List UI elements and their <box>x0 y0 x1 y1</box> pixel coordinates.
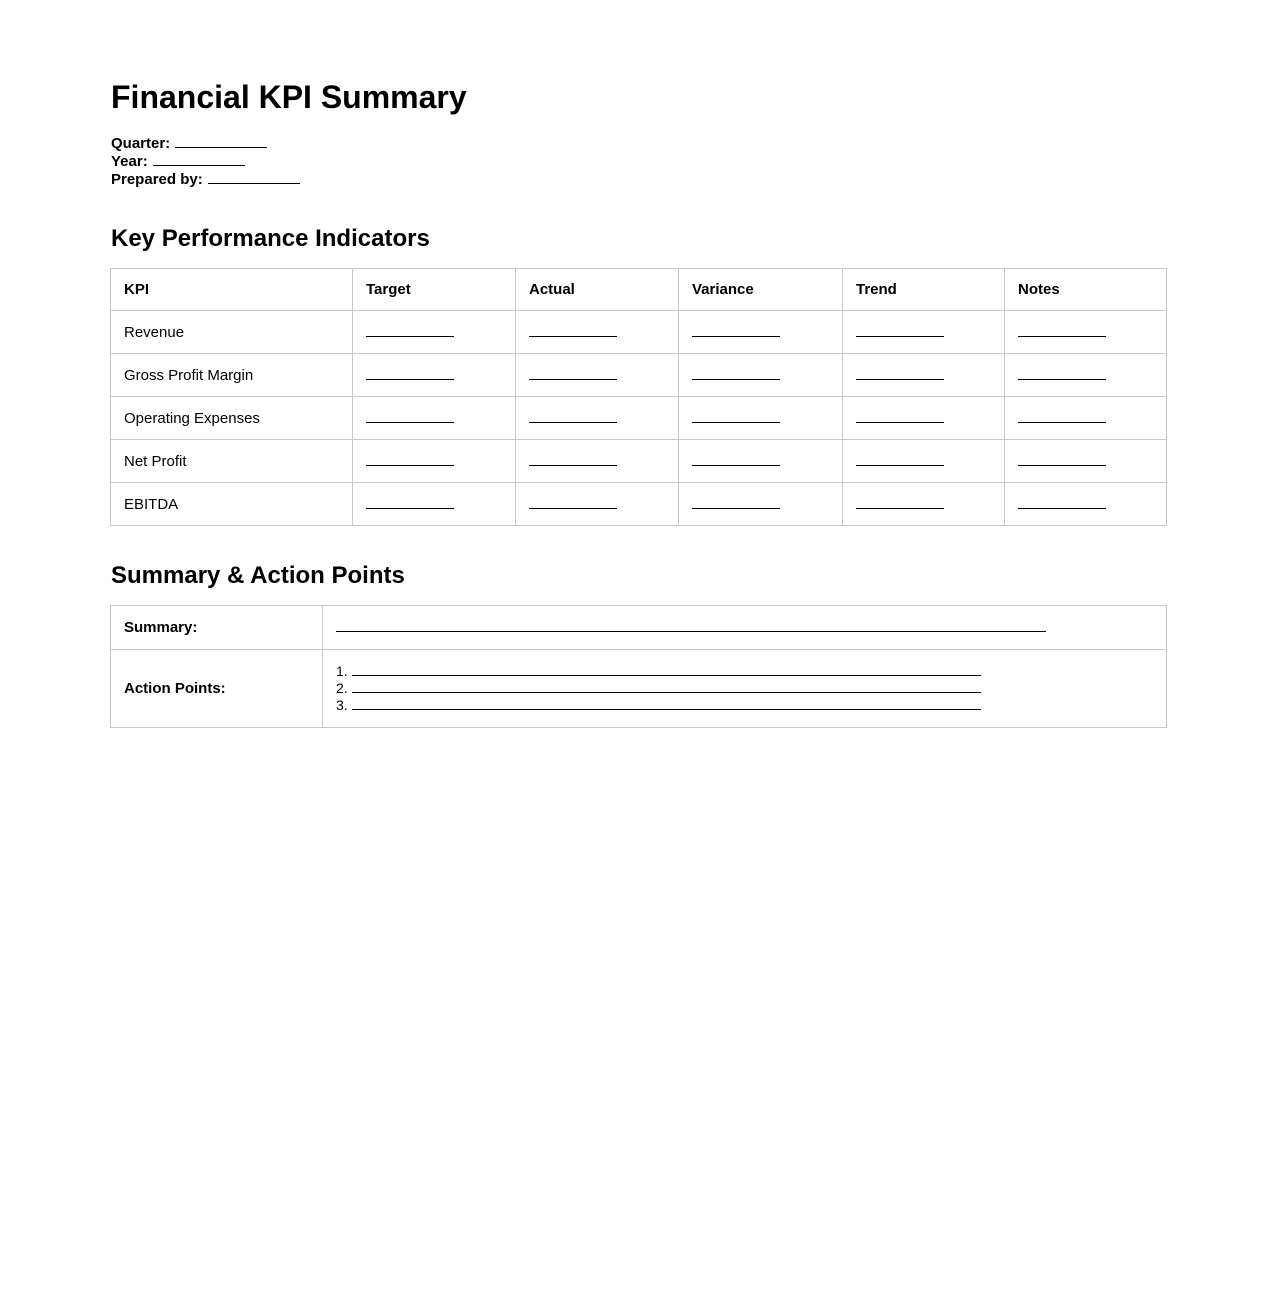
notes-cell <box>1005 483 1167 526</box>
blank-line <box>529 324 617 337</box>
table-row-gross-profit-margin <box>111 354 1167 397</box>
variance-cell <box>679 397 843 440</box>
action-point-number: 1. <box>336 663 348 679</box>
blank-line <box>1018 496 1106 509</box>
notes-cell <box>1005 354 1167 397</box>
blank-line <box>529 496 617 509</box>
blank-line <box>366 367 454 380</box>
blank-line <box>856 367 944 380</box>
blank-line <box>856 496 944 509</box>
summary-section-heading: Summary & Action Points <box>111 562 405 589</box>
quarter-label: Quarter: <box>111 135 171 152</box>
table-row-ebitda <box>111 483 1167 526</box>
summary-row <box>111 606 1167 650</box>
target-cell <box>353 483 516 526</box>
meta-field-prepared-by <box>111 171 1166 189</box>
action-point-number: 3. <box>336 697 348 713</box>
kpi-section-heading: Key Performance Indicators <box>111 225 430 252</box>
blank-line <box>366 453 454 466</box>
table-row-net-profit <box>111 440 1167 483</box>
variance-cell <box>679 483 843 526</box>
action-point-number: 2. <box>336 680 348 696</box>
blank-line <box>692 496 780 509</box>
table-row-revenue <box>111 311 1167 354</box>
quarter-blank-line <box>175 135 267 148</box>
action-point-blank-line <box>352 681 981 693</box>
blank-line <box>692 324 780 337</box>
blank-line <box>856 324 944 337</box>
blank-line <box>1018 324 1106 337</box>
blank-line <box>1018 453 1106 466</box>
meta-fields <box>111 135 1166 189</box>
summary-value-cell <box>323 606 1167 650</box>
target-cell <box>353 440 516 483</box>
blank-line <box>856 453 944 466</box>
kpi-label: Gross Profit Margin <box>111 354 353 397</box>
kpi-label: EBITDA <box>111 483 353 526</box>
prepared-by-label: Prepared by: <box>111 171 203 188</box>
year-label: Year: <box>111 153 148 170</box>
target-cell <box>353 354 516 397</box>
prepared-by-blank-line <box>208 171 300 184</box>
variance-cell <box>679 311 843 354</box>
page-title: Financial KPI Summary <box>111 79 467 115</box>
action-point-blank-line <box>352 698 981 710</box>
action-point-2 <box>336 680 1166 697</box>
target-cell <box>353 397 516 440</box>
table-row-operating-expenses <box>111 397 1167 440</box>
blank-line <box>692 410 780 423</box>
action-points-label: Action Points: <box>111 650 323 728</box>
actual-cell <box>516 397 679 440</box>
notes-cell <box>1005 440 1167 483</box>
meta-field-year <box>111 153 1166 171</box>
column-header-actual: Actual <box>516 269 679 311</box>
blank-line <box>1018 367 1106 380</box>
kpi-label: Revenue <box>111 311 353 354</box>
variance-cell <box>679 354 843 397</box>
blank-line <box>366 410 454 423</box>
trend-cell <box>843 397 1005 440</box>
summary-blank-line <box>336 619 1046 632</box>
kpi-table-header-row <box>111 269 1167 311</box>
blank-line <box>856 410 944 423</box>
summary-table <box>110 605 1167 728</box>
kpi-label: Operating Expenses <box>111 397 353 440</box>
year-blank-line <box>153 153 245 166</box>
actual-cell <box>516 483 679 526</box>
trend-cell <box>843 483 1005 526</box>
trend-cell <box>843 440 1005 483</box>
trend-cell <box>843 354 1005 397</box>
kpi-table <box>110 268 1167 526</box>
blank-line <box>366 324 454 337</box>
action-point-blank-line <box>352 664 981 676</box>
notes-cell <box>1005 311 1167 354</box>
actual-cell <box>516 311 679 354</box>
actual-cell <box>516 354 679 397</box>
blank-line <box>529 367 617 380</box>
target-cell <box>353 311 516 354</box>
document-page <box>110 80 1166 728</box>
column-header-variance: Variance <box>679 269 843 311</box>
blank-line <box>692 367 780 380</box>
variance-cell <box>679 440 843 483</box>
summary-label: Summary: <box>111 606 323 650</box>
action-points-row <box>111 650 1167 728</box>
actual-cell <box>516 440 679 483</box>
blank-line <box>1018 410 1106 423</box>
blank-line <box>692 453 780 466</box>
column-header-notes: Notes <box>1005 269 1167 311</box>
kpi-label: Net Profit <box>111 440 353 483</box>
notes-cell <box>1005 397 1167 440</box>
blank-line <box>529 410 617 423</box>
column-header-target: Target <box>353 269 516 311</box>
action-point-3 <box>336 697 1166 714</box>
action-points-cell <box>323 650 1167 728</box>
blank-line <box>529 453 617 466</box>
blank-line <box>366 496 454 509</box>
meta-field-quarter <box>111 135 1166 153</box>
column-header-kpi: KPI <box>111 269 353 311</box>
action-point-1 <box>336 663 1166 680</box>
trend-cell <box>843 311 1005 354</box>
column-header-trend: Trend <box>843 269 1005 311</box>
